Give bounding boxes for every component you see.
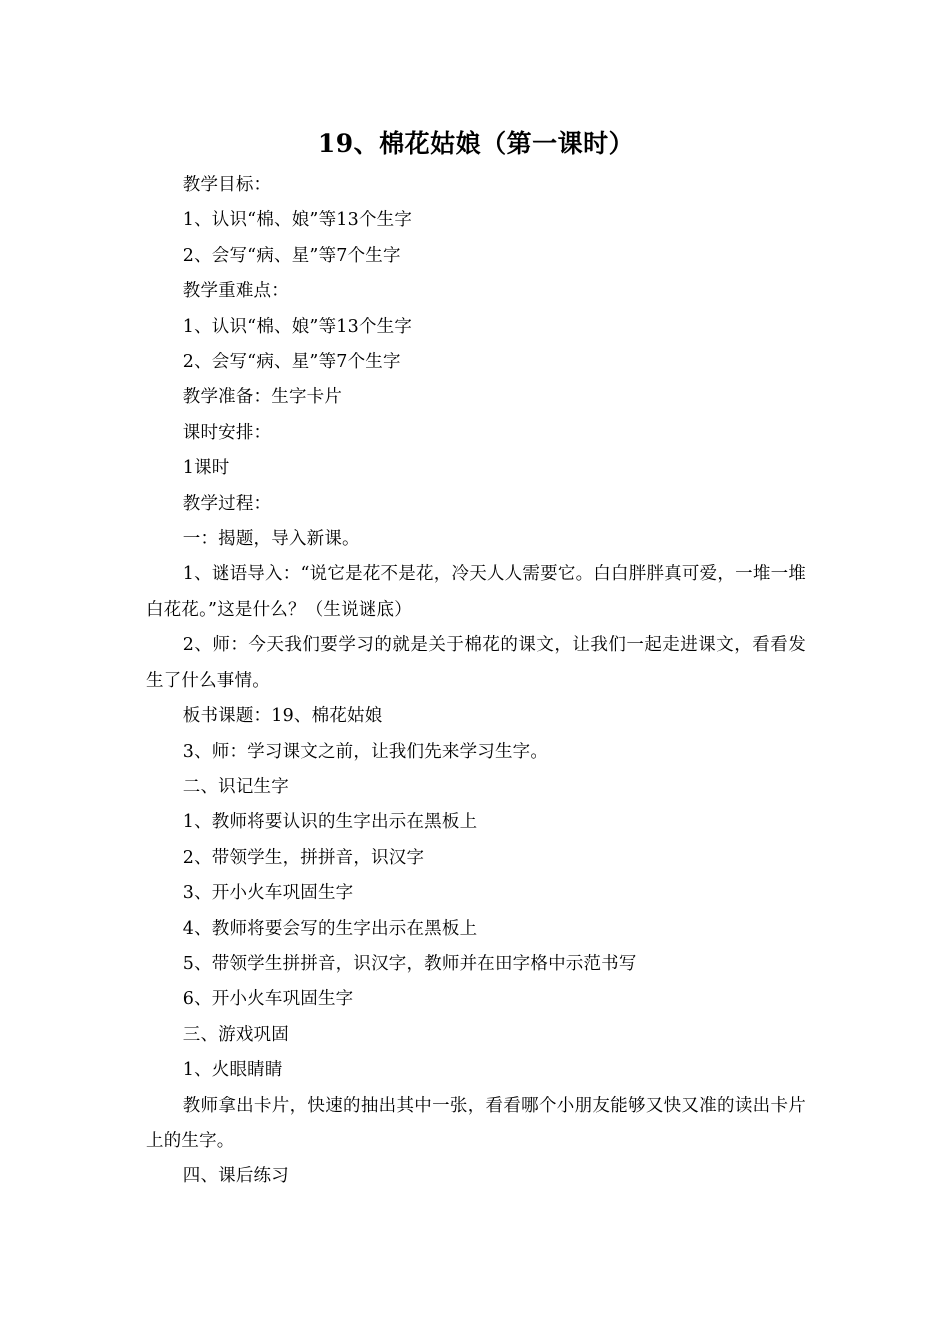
paragraph: 2、会写“病、星”等7个生字 (182, 245, 401, 266)
paragraph: 1、教师将要认识的生字出示在黑板上 (182, 812, 478, 833)
paragraph: 板书课题：19、棉花姑娘 (182, 706, 383, 727)
paragraph: 1、谜语导入：“说它是花不是花，冷天人人需要它。白白胖胖真可爱，一堆一堆白花花。”这是什么？（生说谜底） (146, 564, 806, 620)
paragraph: 二、识记生字 (182, 776, 289, 797)
paragraph: 2、会写“病、星”等7个生字 (182, 352, 401, 373)
paragraph: 1、认识“棉、娘”等13个生字 (182, 316, 413, 337)
paragraph: 3、开小火车巩固生字 (182, 883, 354, 904)
paragraph: 教学准备：生字卡片 (182, 387, 343, 408)
paragraph: 教学过程： (182, 493, 272, 514)
paragraph: 课时安排： (182, 422, 272, 443)
paragraph: 5、带领学生拼拼音，识汉字，教师并在田字格中示范书写 (182, 953, 637, 974)
paragraph: 4、教师将要会写的生字出示在黑板上 (182, 918, 478, 939)
paragraph: 教师拿出卡片，快速的抽出其中一张，看看哪个小朋友能够又快又准的读出卡片上的生字。 (146, 1095, 806, 1151)
paragraph: 教学重难点： (182, 281, 289, 302)
paragraph: 四、课后练习 (182, 1166, 289, 1187)
paragraph: 1、火眼睛睛 (182, 1060, 283, 1081)
paragraph: 6、开小火车巩固生字 (182, 989, 354, 1010)
paragraph: 2、师：今天我们要学习的就是关于棉花的课文，让我们一起走进课文，看看发生了什么事情。 (146, 635, 806, 691)
document-body (146, 168, 806, 1195)
document-page (146, 128, 806, 1195)
paragraph: 1、认识“棉、娘”等13个生字 (182, 210, 413, 231)
paragraph: 教学目标： (182, 175, 272, 195)
paragraph: 2、带领学生，拼拼音，识汉字 (182, 847, 425, 868)
paragraph: 三、游戏巩固 (182, 1024, 289, 1045)
paragraph: 1课时 (182, 458, 230, 479)
paragraph: 一：揭题，导入新课。 (182, 529, 360, 550)
paragraph: 3、师：学习课文之前，让我们先来学习生字。 (182, 741, 549, 762)
document-title: 19、棉花姑娘（第一课时） (317, 129, 635, 158)
